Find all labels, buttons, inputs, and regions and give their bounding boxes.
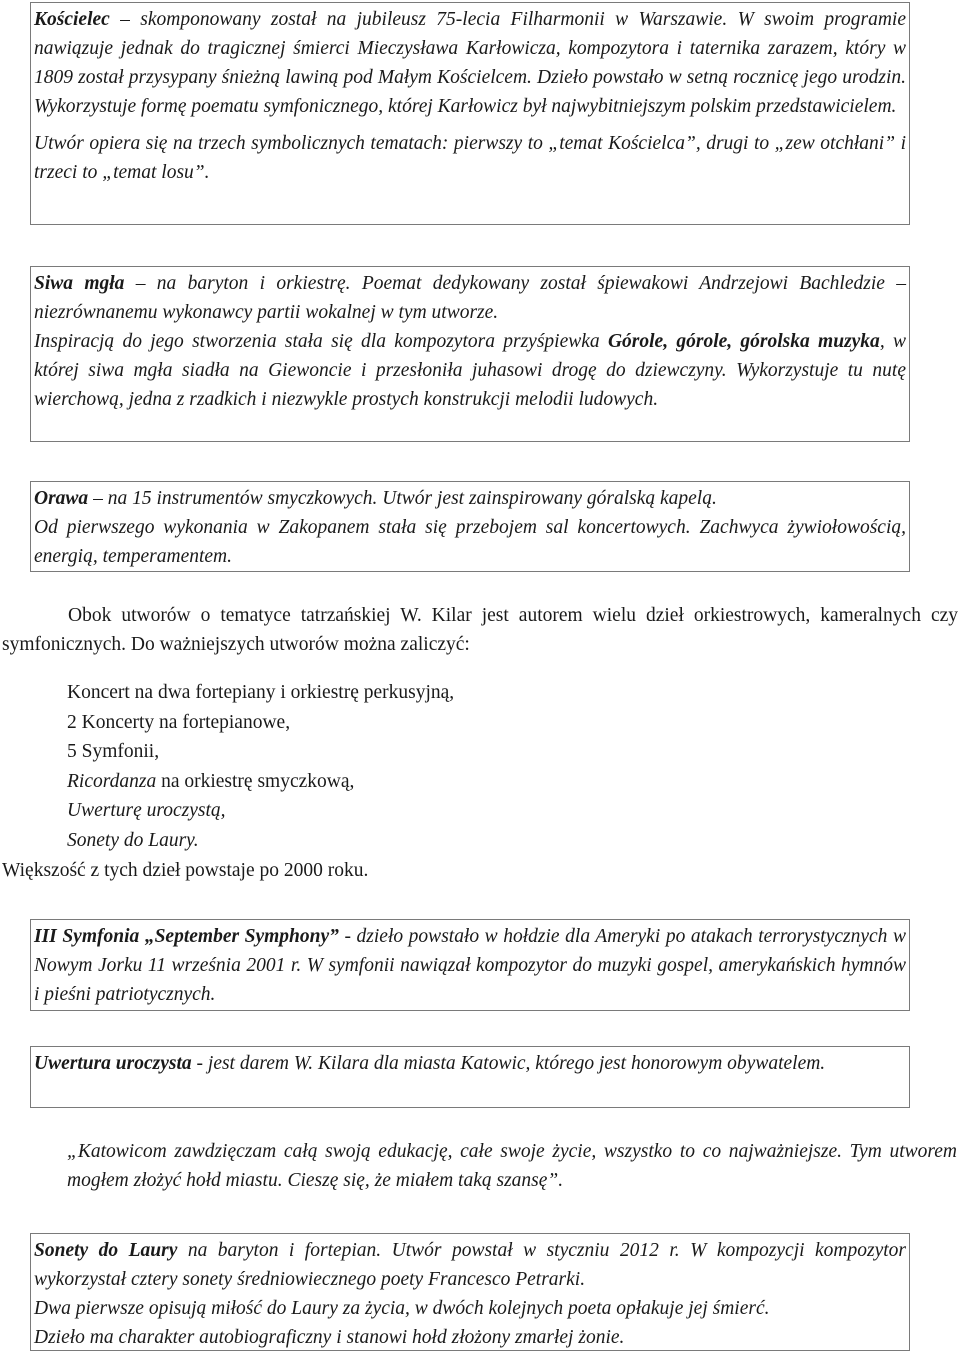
sonety-character: Dzieło ma charakter autobiograficzny i stanowi hołd złożony zmarłej żonie. bbox=[34, 1327, 625, 1348]
uwertura-title: Uwertura uroczysta bbox=[34, 1053, 192, 1074]
siwa-mgla-inspiration: Inspiracją do jego stworzenia stała się dla kompozytora przyśpiewka Górole, górole, górolska muzyka, w której siwa mgła siadła na Giewoncie i przesłoniła juhasowi drogę do dziewczyny. Wykorzystuje tu nutę wierchową, jedna z rzadkich i niezwykle prostych konstrukcji melodii ludowych. bbox=[34, 331, 906, 410]
section-sonety-do-laury bbox=[30, 1233, 910, 1351]
list-item: Sonety do Laury. bbox=[67, 829, 199, 851]
sonety-title: Sonety do Laury bbox=[34, 1240, 178, 1261]
koscielec-themes: Utwór opiera się na trzech symbolicznych tematach: pierwszy to „temat Kościelca”, drugi to „zew otchłani” i trzeci to „temat losu”. bbox=[34, 133, 906, 183]
siwa-mgla-description: Siwa mgła – na baryton i orkiestrę. Poemat dedykowany został śpiewakowi Andrzejowi Bachledzie – niezrównanemu wykonawcy partii wokalnej w tym utworze. bbox=[34, 273, 906, 323]
section-uwertura bbox=[30, 1046, 910, 1108]
koscielec-description: Kościelec – skomponowany został na jubileusz 75-lecia Filharmonii w Warszawie. W swoim programie nawiązuje jednak do tragicznej śmierci Mieczysława Karłowicza, kompozytora i taternika zarazem, który w 1809 został przysypany śnieżną lawiną pod Małym Kościelcem. Dzieło powstało w setną rocznicę jego urodzin. Wykorzystuje formę poematu symfonicznego, której Karłowicz był najwybitniejszym polskim przedstawicielem. bbox=[34, 9, 906, 117]
section-september-symphony bbox=[30, 919, 910, 1011]
song-title: Górole, górole, górolska muzyka bbox=[607, 331, 880, 352]
list-item: 5 Symfonii, bbox=[67, 741, 160, 762]
list-item: Ricordanza na orkiestrę smyczkową, bbox=[67, 770, 355, 792]
orawa-title: Orawa bbox=[34, 488, 89, 509]
intro-paragraph: Obok utworów o tematyce tatrzańskiej W. Kilar jest autorem wielu dzieł orkiestrowych, kameralnych czy symfonicznych. Do ważniejszych utworów można zaliczyć: bbox=[2, 605, 958, 655]
summary-sentence: Większość z tych dzieł powstaje po 2000 roku. bbox=[2, 860, 369, 881]
siwa-mgla-title: Siwa mgła bbox=[34, 273, 125, 294]
sonety-description: Sonety do Laury na baryton i fortepian. Utwór powstał w styczniu 2012 r. W kompozycji kompozytor wykorzystał cztery sonety średniowiecznego poety Francesco Petrarki. bbox=[34, 1240, 906, 1290]
koscielec-title: Kościelec bbox=[34, 9, 110, 30]
section-orawa bbox=[30, 481, 910, 572]
orawa-description: Orawa – na 15 instrumentów smyczkowych. Utwór jest zainspirowany góralską kapelą. bbox=[34, 488, 717, 509]
list-item: Uwerturę uroczystą, bbox=[67, 800, 226, 821]
orawa-premiere: Od pierwszego wykonania w Zakopanem stała się przebojem sal koncertowych. Zachwyca żywiołowością, energią, temperamentem. bbox=[34, 517, 906, 567]
uwertura-description: Uwertura uroczysta - jest darem W. Kilara dla miasta Katowic, którego jest honorowym obywatelem. bbox=[34, 1053, 826, 1074]
works-list bbox=[67, 678, 454, 855]
sonety-content: Dwa pierwsze opisują miłość do Laury za życia, w dwóch kolejnych poeta opłakuje jej śmierć. bbox=[34, 1298, 770, 1319]
section-siwa-mgla bbox=[30, 266, 910, 442]
september-symphony-title: III Symfonia „September Symphony” bbox=[34, 926, 339, 947]
section-koscielec bbox=[30, 2, 910, 225]
september-symphony-description: III Symfonia „September Symphony” - dzieło powstało w hołdzie dla Ameryki po atakach terrorystycznych w Nowym Jorku 11 września 2001 r. W symfonii nawiązał kompozytor do muzyki gospel, amerykańskich hymnów i pieśni patriotycznych. bbox=[34, 926, 907, 1005]
kilar-quote: „Katowicom zawdzięczam całą swoją edukację, całe swoje życie, wszystko to co najważniejsze. Tym utworem mogłem złożyć hołd miastu. Cieszę się, że miałem taką szansę”. bbox=[67, 1141, 957, 1191]
list-item: Koncert na dwa fortepiany i orkiestrę perkusyjną, bbox=[67, 682, 455, 703]
list-item: 2 Koncerty na fortepianowe, bbox=[67, 711, 291, 733]
